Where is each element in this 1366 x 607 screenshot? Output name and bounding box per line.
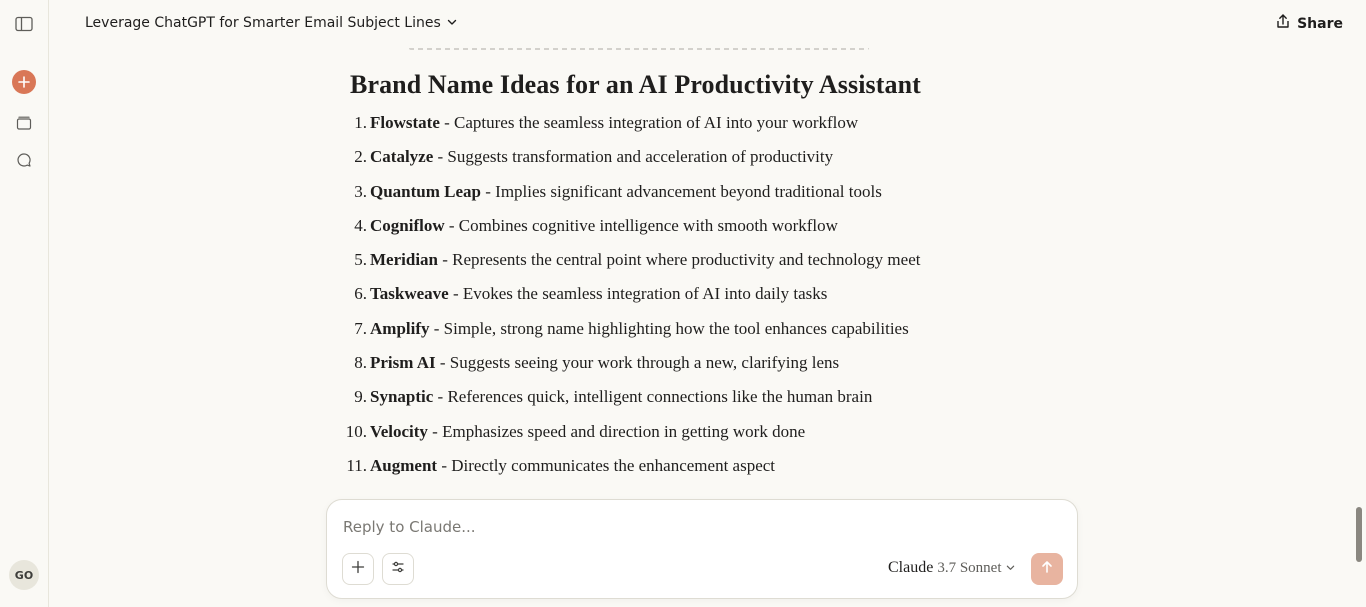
message-heading: Brand Name Ideas for an AI Productivity Assistant bbox=[350, 70, 921, 99]
brand-name: Synaptic bbox=[370, 387, 434, 407]
list-item bbox=[350, 209, 1030, 243]
send-button[interactable] bbox=[1031, 553, 1063, 585]
brand-description: - Captures the seamless integration of AI into your workflow bbox=[439, 113, 859, 132]
plus-icon bbox=[12, 70, 36, 94]
model-name: Claude bbox=[888, 559, 934, 576]
brand-name: Amplify bbox=[370, 318, 430, 338]
model-selector[interactable] bbox=[888, 559, 1015, 577]
list-item bbox=[350, 243, 1030, 277]
brand-description: - Emphasizes speed and direction in getting work done bbox=[427, 421, 806, 441]
conversation-title[interactable] bbox=[85, 15, 457, 31]
list-item bbox=[346, 449, 1030, 483]
list-number: 10. bbox=[345, 421, 367, 441]
list-number: 2. bbox=[354, 147, 367, 167]
brand-description: - References quick, intelligent connections like the human brain bbox=[433, 387, 873, 407]
search-chats-icon[interactable] bbox=[11, 147, 37, 173]
brand-name: Quantum Leap bbox=[370, 181, 481, 201]
sidebar bbox=[0, 0, 49, 607]
share-icon bbox=[1276, 14, 1290, 33]
list-item bbox=[350, 380, 1030, 414]
brand-name: Flowstate bbox=[370, 113, 440, 132]
assistant-message bbox=[345, 68, 1030, 483]
chevron-down-icon bbox=[1006, 559, 1015, 577]
list-item bbox=[350, 346, 1030, 380]
list-number: 6. bbox=[354, 284, 367, 304]
brand-description: - Directly communicates the enhancement aspect bbox=[437, 455, 776, 475]
list-number: 1. bbox=[354, 113, 367, 132]
list-number: 3. bbox=[354, 181, 367, 201]
brand-name-list bbox=[345, 106, 1030, 483]
chevron-down-icon bbox=[447, 15, 457, 31]
brand-name: Cogniflow bbox=[370, 215, 445, 235]
brand-description: - Implies significant advancement beyond traditional tools bbox=[481, 181, 882, 201]
list-number: 7. bbox=[354, 318, 367, 338]
arrow-up-icon bbox=[1040, 560, 1054, 579]
brand-description: - Suggests seeing your work through a new, clarifying lens bbox=[435, 353, 840, 373]
list-number: 4. bbox=[354, 215, 367, 235]
brand-name: Catalyze bbox=[370, 147, 434, 167]
brand-name: Prism AI bbox=[370, 353, 436, 373]
list-item bbox=[350, 106, 1030, 140]
list-number: 5. bbox=[354, 250, 367, 270]
scrollbar[interactable] bbox=[1352, 0, 1366, 607]
sliders-icon bbox=[391, 560, 405, 579]
model-version: 3.7 Sonnet bbox=[937, 560, 1002, 576]
list-item bbox=[345, 415, 1030, 449]
reply-input[interactable]: Reply to Claude... bbox=[343, 518, 476, 536]
brand-name: Augment bbox=[370, 455, 438, 475]
clipped-previous-text bbox=[409, 48, 869, 50]
list-item bbox=[350, 277, 1030, 311]
list-number: 8. bbox=[354, 353, 367, 373]
list-number: 9. bbox=[354, 387, 367, 407]
brand-name: Taskweave bbox=[370, 284, 449, 304]
brand-description: - Combines cognitive intelligence with smooth workflow bbox=[444, 215, 838, 235]
conversation-title-text: Leverage ChatGPT for Smarter Email Subject Lines bbox=[85, 15, 441, 31]
list-item bbox=[350, 140, 1030, 174]
new-chat-button[interactable] bbox=[11, 69, 37, 95]
brand-description: - Suggests transformation and acceleration of productivity bbox=[433, 147, 834, 167]
sidebar-toggle-icon[interactable] bbox=[11, 11, 37, 37]
brand-name: Meridian bbox=[370, 250, 438, 270]
brand-description: - Evokes the seamless integration of AI into daily tasks bbox=[448, 284, 828, 304]
share-label: Share bbox=[1297, 15, 1343, 32]
brand-name: Velocity bbox=[370, 421, 428, 441]
brand-description: - Simple, strong name highlighting how the tool enhances capabilities bbox=[429, 318, 909, 338]
share-button[interactable] bbox=[1276, 14, 1343, 33]
chats-icon[interactable] bbox=[11, 110, 37, 136]
attach-button[interactable] bbox=[342, 553, 374, 585]
list-item bbox=[350, 312, 1030, 346]
scrollbar-thumb[interactable] bbox=[1356, 507, 1362, 562]
plus-icon bbox=[351, 560, 365, 579]
avatar[interactable]: GO bbox=[9, 560, 39, 590]
tools-button[interactable] bbox=[382, 553, 414, 585]
list-number: 11. bbox=[346, 455, 367, 475]
brand-description: - Represents the central point where productivity and technology meet bbox=[438, 250, 921, 270]
list-item bbox=[350, 175, 1030, 209]
header bbox=[49, 0, 1366, 48]
reply-composer bbox=[326, 499, 1078, 599]
